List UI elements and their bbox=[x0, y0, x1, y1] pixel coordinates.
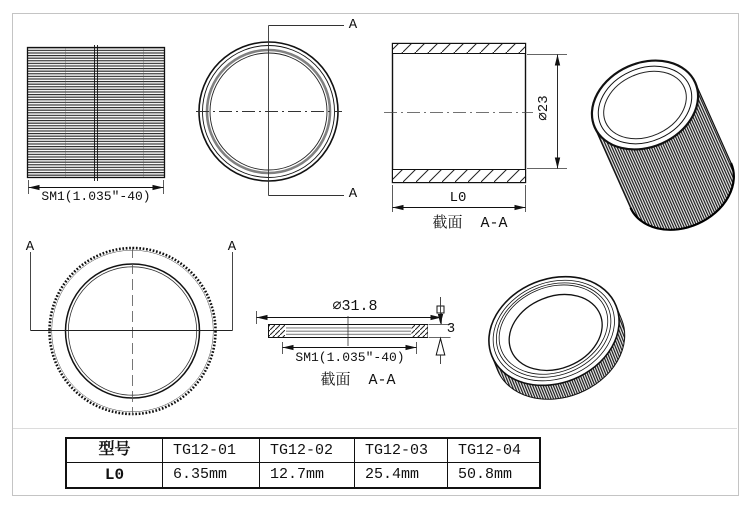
ring-thread-dim-label: SM1(1.035"-40) bbox=[295, 350, 405, 365]
ring-diameter-dim-label: ∅31.8 bbox=[332, 298, 378, 315]
section-marker-a-left: A bbox=[25, 239, 35, 255]
section-marker-a-bottom: A bbox=[348, 186, 358, 202]
table-value-4: 50.8mm bbox=[447, 463, 539, 487]
tube-section-view bbox=[384, 44, 567, 213]
section-marker-a-top: A bbox=[348, 17, 358, 33]
section-marker-a-right: A bbox=[227, 239, 237, 255]
side-view bbox=[28, 45, 165, 194]
table-value-1: 6.35mm bbox=[162, 463, 259, 487]
table-header-tg12-01: TG12-01 bbox=[162, 439, 259, 462]
tube-length-dim-label: L0 bbox=[449, 190, 467, 206]
table-row-label: L0 bbox=[104, 466, 125, 484]
table-header-model: 型号 bbox=[98, 441, 131, 459]
table-header-tg12-04: TG12-04 bbox=[447, 439, 539, 462]
spec-table bbox=[65, 437, 541, 489]
table-header-tg12-02: TG12-02 bbox=[259, 439, 354, 462]
tube-diameter-dim-label: ∅23 bbox=[536, 95, 553, 121]
ring-front-view bbox=[31, 247, 233, 415]
table-guide-line bbox=[13, 428, 737, 429]
table-value-2: 12.7mm bbox=[259, 463, 354, 487]
ring-thickness-dim-label: 3 bbox=[446, 321, 456, 337]
tube-render-3d bbox=[578, 44, 748, 246]
ring-render-3d bbox=[472, 258, 641, 419]
table-header-row bbox=[67, 439, 539, 462]
table-l0-row bbox=[67, 462, 539, 487]
front-view bbox=[196, 26, 344, 196]
ring-section-caption: 截面 A-A bbox=[320, 372, 396, 389]
table-header-tg12-03: TG12-03 bbox=[354, 439, 447, 462]
tube-section-caption: 截面 A-A bbox=[432, 215, 508, 232]
side-view-thread-dim-label: SM1(1.035"-40) bbox=[41, 189, 151, 204]
table-value-3: 25.4mm bbox=[354, 463, 447, 487]
